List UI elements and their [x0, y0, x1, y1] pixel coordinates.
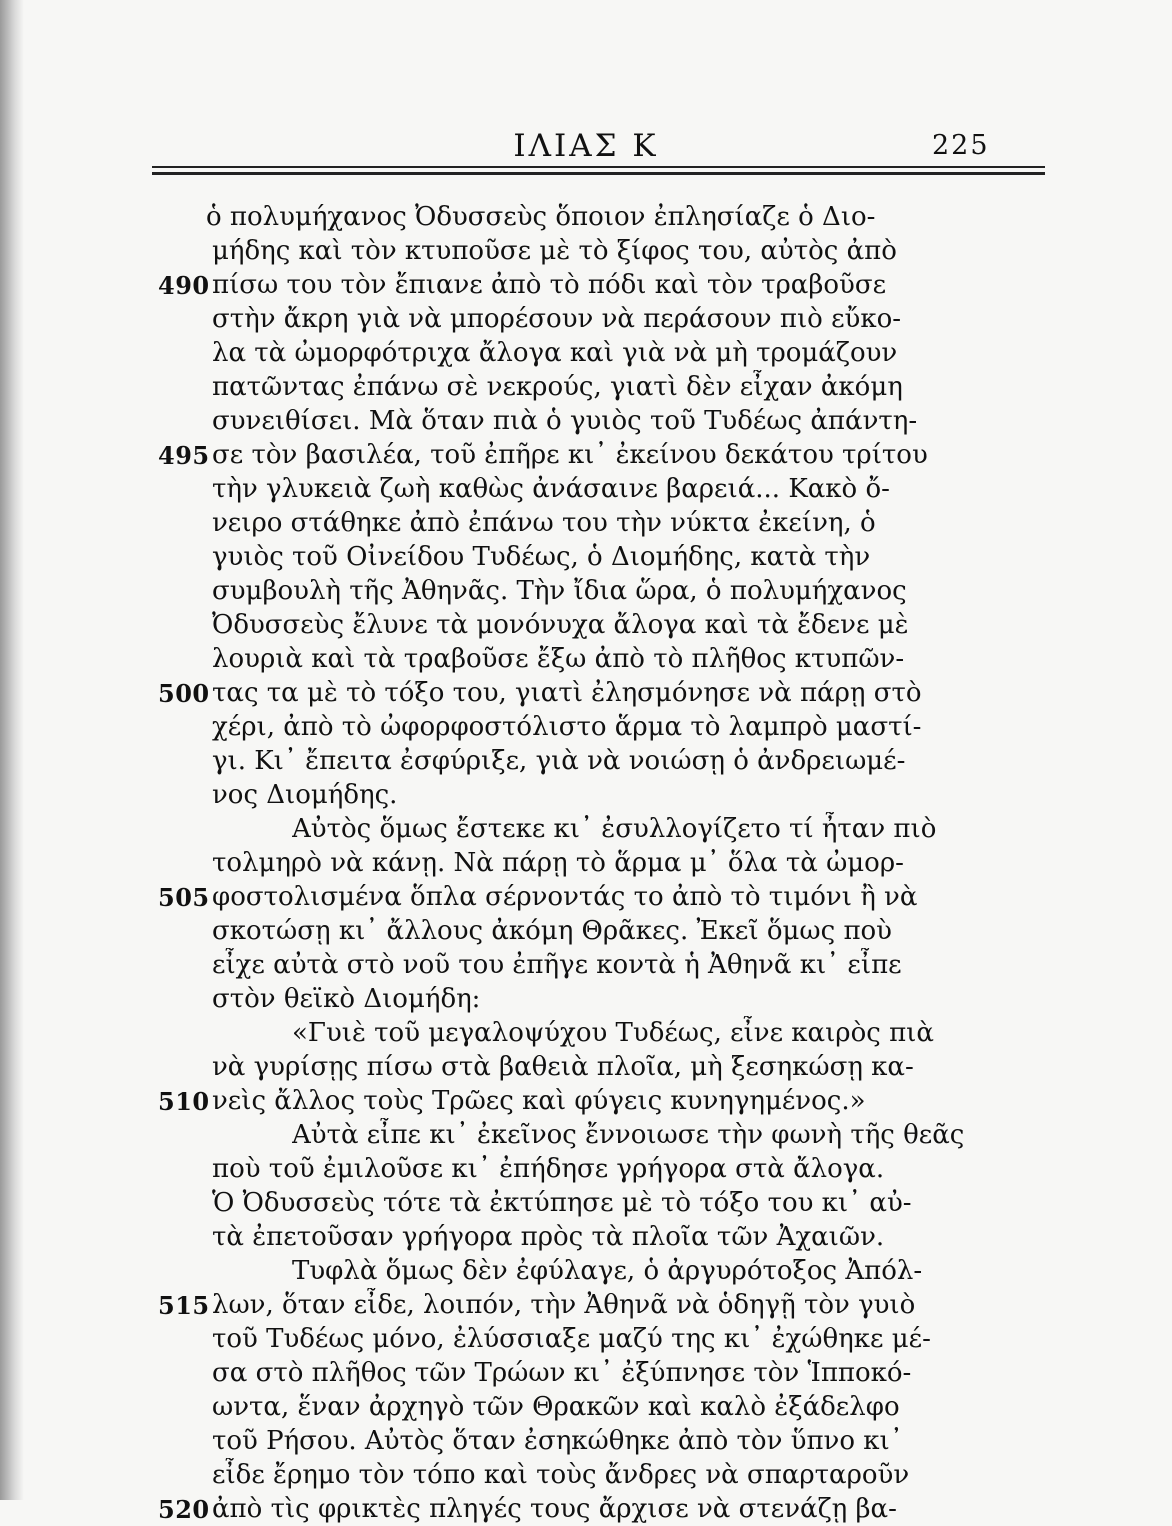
verse-line: [0, 1016, 1172, 1050]
verse-line-text: εἶδε ἔρημο τὸν τόπο καὶ τοὺς ἄνδρες νὰ σπαρταροῦν: [212, 1460, 910, 1490]
verse-line: [0, 1356, 1172, 1390]
verse-line: [0, 982, 1172, 1016]
verse-line-text: σκοτώσῃ κι᾽ ἄλλους ἀκόμη Θρᾶκες. Ἐκεῖ ὅμως ποὺ: [212, 916, 892, 946]
verse-line: [0, 302, 1172, 336]
verse-line-text: στὴν ἄκρη γιὰ νὰ μπορέσουν νὰ περάσουν πιὸ εὔκο-: [212, 304, 902, 334]
verse-line-text: λουριὰ καὶ τὰ τραβοῦσε ἔξω ἀπὸ τὸ πλῆθος κτυπῶν-: [212, 644, 905, 674]
verse-line: [0, 1220, 1172, 1254]
verse-line: [0, 710, 1172, 744]
verse-line-text: Ὀδυσσεὺς ἔλυνε τὰ μονόνυχα ἄλογα καὶ τὰ ἔδενε μὲ: [212, 610, 909, 640]
verse-line: [0, 234, 1172, 268]
verse-line-text: ωντα, ἕναν ἀρχηγὸ τῶν Θρακῶν καὶ καλὸ ἐξάδελφο: [212, 1392, 900, 1422]
verse-line: [0, 1322, 1172, 1356]
verse-line-text: νεὶς ἄλλος τοὺς Τρῶες καὶ φύγεις κυνηγημένος.»: [212, 1086, 866, 1116]
line-number: 490: [158, 271, 210, 300]
verse-line: [0, 608, 1172, 642]
verse-line-text: πατῶντας ἐπάνω σὲ νεκρούς, γιατὶ δὲν εἶχαν ἀκόμη: [212, 372, 903, 402]
verse-line: [0, 1118, 1172, 1152]
verse-line: [0, 1288, 1172, 1322]
verse-line-text: Ὁ Ὀδυσσεὺς τότε τὰ ἐκτύπησε μὲ τὸ τόξο του κι᾽ αὐ-: [212, 1188, 912, 1218]
line-number: 510: [158, 1087, 210, 1116]
verse-line: [0, 1186, 1172, 1220]
verse-line-text: ποὺ τοῦ ἐμιλοῦσε κι᾽ ἐπήδησε γρήγορα στὰ ἄλογα.: [212, 1154, 885, 1184]
verse-line: [0, 540, 1172, 574]
verse-line: [0, 676, 1172, 710]
verse-line: [0, 370, 1172, 404]
verse-line: [0, 268, 1172, 302]
verse-line: [0, 438, 1172, 472]
verse-line: [0, 1152, 1172, 1186]
verse-line: [0, 1254, 1172, 1288]
verse-line-text: τας τα μὲ τὸ τόξο του, γιατὶ ἐλησμόνησε νὰ πάρῃ στὸ: [212, 678, 922, 708]
verse-line-text: συνειθίσει. Μὰ ὅταν πιὰ ὁ γυιὸς τοῦ Τυδέως ἀπάντη-: [212, 406, 918, 436]
verse-line: [0, 846, 1172, 880]
verse-line-text: λα τὰ ὠμορφότριχα ἄλογα καὶ γιὰ νὰ μὴ τρομάζουν: [212, 338, 898, 368]
verse-line-text: πίσω του τὸν ἔπιανε ἀπὸ τὸ πόδι καὶ τὸν τραβοῦσε: [212, 270, 887, 300]
verse-line: [0, 1050, 1172, 1084]
verse-line-text: Αὐτὰ εἶπε κι᾽ ἐκεῖνος ἔννοιωσε τὴν φωνὴ τῆς θεᾶς: [292, 1120, 965, 1150]
line-number: 495: [158, 441, 210, 470]
verse-line: [0, 336, 1172, 370]
verse-line-text: τὰ ἐπετοῦσαν γρήγορα πρὸς τὰ πλοῖα τῶν Ἀχαιῶν.: [212, 1222, 885, 1252]
verse-line-text: νος Διομήδης.: [212, 780, 398, 810]
line-number: 520: [158, 1495, 210, 1524]
verse-line-text: συμβουλὴ τῆς Ἀθηνᾶς. Τὴν ἴδια ὥρα, ὁ πολυμήχανος: [212, 576, 907, 606]
verse-line-text: εἶχε αὐτὰ στὸ νοῦ του ἐπῆγε κοντὰ ἡ Ἀθηνᾶ κι᾽ εἶπε: [212, 950, 902, 980]
verse-line-text: σε τὸν βασιλέα, τοῦ ἐπῆρε κι᾽ ἐκείνου δεκάτου τρίτου: [212, 440, 928, 470]
verse-line-text: σα στὸ πλῆθος τῶν Τρώων κι᾽ ἐξύπνησε τὸν Ἱπποκό-: [212, 1358, 912, 1388]
line-number: 500: [158, 679, 210, 708]
verse-line-text: στὸν θεϊκὸ Διομήδη:: [212, 984, 481, 1014]
line-number: 505: [158, 883, 210, 912]
running-head-title: ΙΛΙΑΣ Κ: [513, 128, 659, 164]
verse-line: [0, 812, 1172, 846]
header-rule-thin: [152, 166, 1045, 168]
header-rule-thick: [152, 172, 1045, 175]
verse-line-text: χέρι, ἀπὸ τὸ ὠφορφοστόλιστο ἅρμα τὸ λαμπρὸ μαστί-: [212, 712, 922, 742]
verse-line-text: φοστολισμένα ὅπλα σέρνοντάς το ἀπὸ τὸ τιμόνι ἢ νὰ: [212, 882, 918, 912]
verse-line-text: τολμηρὸ νὰ κάνῃ. Νὰ πάρῃ τὸ ἅρμα μ᾽ ὅλα τὰ ὠμορ-: [212, 848, 904, 878]
verse-line-text: τοῦ Τυδέως μόνο, ἐλύσσιαξε μαζύ της κι᾽ ἐχώθηκε μέ-: [212, 1324, 931, 1354]
verse-line-text: νὰ γυρίσῃς πίσω στὰ βαθειὰ πλοῖα, μὴ ξεσηκώσῃ κα-: [212, 1052, 914, 1082]
verse-line: [0, 778, 1172, 812]
verse-line-text: λων, ὅταν εἶδε, λοιπόν, τὴν Ἀθηνᾶ νὰ ὁδηγῇ τὸν γυιὸ: [212, 1290, 916, 1320]
line-number: 515: [158, 1291, 210, 1320]
verse-line-text: γι. Κι᾽ ἔπειτα ἐσφύριξε, γιὰ νὰ νοιώσῃ ὁ ἀνδρειωμέ-: [212, 746, 906, 776]
verse-text-block: [0, 200, 1172, 1526]
verse-line: [0, 200, 1172, 234]
verse-line-text: ὁ πολυμήχανος Ὀδυσσεὺς ὅποιον ἐπλησίαζε ὁ Διο-: [206, 202, 876, 232]
verse-line: [0, 1390, 1172, 1424]
verse-line: [0, 506, 1172, 540]
verse-line: [0, 1084, 1172, 1118]
verse-line: [0, 914, 1172, 948]
verse-line-text: τὴν γλυκειὰ ζωὴ καθὼς ἀνάσαινε βαρειά... Κακὸ ὄ-: [212, 474, 890, 504]
verse-line-text: γυιὸς τοῦ Οἰνείδου Τυδέως, ὁ Διομήδης, κατὰ τὴν: [212, 542, 871, 572]
verse-line: [0, 744, 1172, 778]
verse-line: [0, 472, 1172, 506]
verse-line-text: Αὐτὸς ὅμως ἔστεκε κι᾽ ἐσυλλογίζετο τί ἦταν πιὸ: [292, 814, 937, 844]
verse-line: [0, 1458, 1172, 1492]
verse-line: [0, 574, 1172, 608]
verse-line-text: «Γυιὲ τοῦ μεγαλοψύχου Τυδέως, εἶνε καιρὸς πιὰ: [292, 1018, 934, 1048]
page-number: 225: [932, 130, 990, 161]
verse-line: [0, 880, 1172, 914]
verse-line: [0, 642, 1172, 676]
verse-line: [0, 948, 1172, 982]
verse-line-text: τοῦ Ρήσου. Αὐτὸς ὅταν ἐσηκώθηκε ἀπὸ τὸν ὕπνο κι᾽: [212, 1426, 903, 1456]
verse-line-text: νειρο στάθηκε ἀπὸ ἐπάνω του τὴν νύκτα ἐκείνη, ὁ: [212, 508, 876, 538]
verse-line-text: μήδης καὶ τὸν κτυποῦσε μὲ τὸ ξίφος του, αὐτὸς ἀπὸ: [212, 236, 897, 266]
verse-line: [0, 404, 1172, 438]
verse-line-text: ἀπὸ τὶς φρικτὲς πληγές τους ἄρχισε νὰ στενάζῃ βα-: [212, 1494, 897, 1524]
verse-line-text: Τυφλὰ ὅμως δὲν ἐφύλαγε, ὁ ἀργυρότοξος Ἀπόλ-: [292, 1256, 923, 1286]
verse-line: [0, 1492, 1172, 1526]
verse-line: [0, 1424, 1172, 1458]
